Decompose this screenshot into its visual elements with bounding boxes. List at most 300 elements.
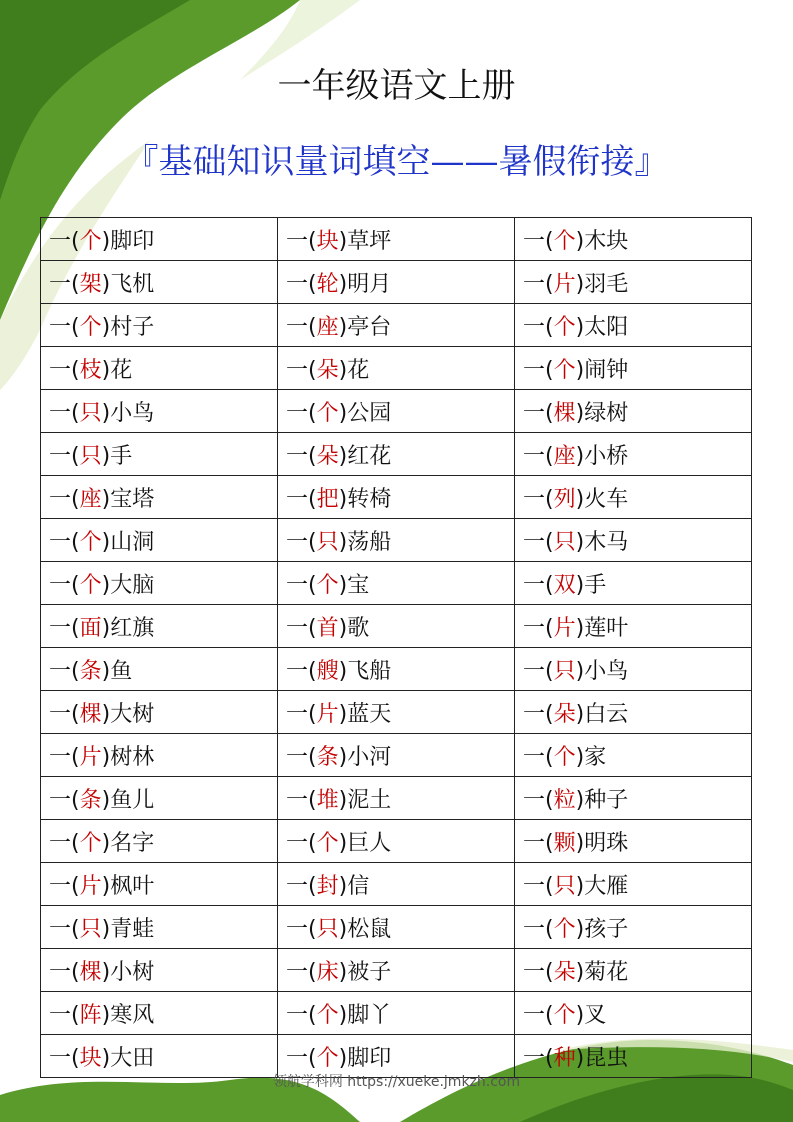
- measure-word: 个: [79, 314, 102, 340]
- table-row: [41, 863, 752, 906]
- measure-word: 个: [553, 357, 576, 383]
- left-paren: (: [308, 271, 317, 297]
- measure-word: 只: [79, 400, 102, 426]
- table-cell: [41, 304, 278, 347]
- noun: 手: [584, 572, 607, 598]
- measure-word: 棵: [553, 400, 576, 426]
- right-paren: ): [575, 400, 585, 426]
- right-paren: ): [575, 486, 585, 512]
- right-paren: ): [338, 486, 348, 512]
- measure-word: 种: [553, 1045, 576, 1071]
- table-cell: [41, 949, 278, 992]
- numeral-one: 一: [49, 1002, 72, 1028]
- left-paren: (: [71, 271, 80, 297]
- numeral-one: 一: [523, 400, 546, 426]
- table-cell: [41, 992, 278, 1035]
- noun: 红花: [347, 443, 392, 469]
- numeral-one: 一: [523, 744, 546, 770]
- numeral-one: 一: [523, 572, 546, 598]
- left-paren: (: [71, 486, 80, 512]
- numeral-one: 一: [523, 1002, 546, 1028]
- noun: 鱼: [110, 658, 133, 684]
- right-paren: ): [101, 830, 111, 856]
- numeral-one: 一: [523, 658, 546, 684]
- left-paren: (: [545, 959, 554, 985]
- numeral-one: 一: [49, 615, 72, 641]
- table-cell: [41, 218, 278, 261]
- numeral-one: 一: [286, 357, 309, 383]
- left-paren: (: [545, 658, 554, 684]
- left-paren: (: [308, 1045, 317, 1071]
- noun: 家: [584, 744, 607, 770]
- right-paren: ): [575, 658, 585, 684]
- numeral-one: 一: [286, 615, 309, 641]
- table-cell: [515, 906, 752, 949]
- measure-word: 朵: [553, 701, 576, 727]
- table-cell: [41, 648, 278, 691]
- table-row: [41, 476, 752, 519]
- noun: 公园: [347, 400, 392, 426]
- numeral-one: 一: [523, 1045, 546, 1071]
- right-paren: ): [101, 959, 111, 985]
- left-paren: (: [545, 357, 554, 383]
- table-row: [41, 734, 752, 777]
- table-row: [41, 949, 752, 992]
- measure-word: 粒: [553, 787, 576, 813]
- table-cell: [515, 648, 752, 691]
- left-paren: (: [545, 443, 554, 469]
- left-paren: (: [71, 959, 80, 985]
- noun: 小鸟: [584, 658, 629, 684]
- left-paren: (: [71, 1002, 80, 1028]
- left-paren: (: [71, 228, 80, 254]
- measure-word: 只: [316, 916, 339, 942]
- left-paren: (: [308, 486, 317, 512]
- table-cell: [515, 734, 752, 777]
- numeral-one: 一: [523, 830, 546, 856]
- noun: 种子: [584, 787, 629, 813]
- left-paren: (: [71, 400, 80, 426]
- table-row: [41, 218, 752, 261]
- table-cell: [278, 476, 515, 519]
- right-paren: ): [338, 357, 348, 383]
- left-paren: (: [308, 314, 317, 340]
- right-paren: ): [338, 572, 348, 598]
- right-paren: ): [101, 1045, 111, 1071]
- right-paren: ): [338, 228, 348, 254]
- table-cell: [278, 433, 515, 476]
- measure-word: 个: [553, 744, 576, 770]
- right-paren: ): [575, 314, 585, 340]
- left-paren: (: [71, 744, 80, 770]
- left-paren: (: [71, 787, 80, 813]
- right-paren: ): [101, 658, 111, 684]
- table-cell: [41, 863, 278, 906]
- right-paren: ): [338, 744, 348, 770]
- noun: 大脑: [110, 572, 155, 598]
- right-paren: ): [101, 916, 111, 942]
- right-paren: ): [338, 787, 348, 813]
- table-cell: [41, 519, 278, 562]
- table-cell: [41, 390, 278, 433]
- table-cell: [515, 261, 752, 304]
- noun: 宝: [347, 572, 370, 598]
- left-paren: (: [545, 1002, 554, 1028]
- measure-word: 个: [316, 1045, 339, 1071]
- noun: 孩子: [584, 916, 629, 942]
- right-paren: ): [575, 357, 585, 383]
- noun: 被子: [347, 959, 392, 985]
- right-paren: ): [101, 615, 111, 641]
- right-paren: ): [101, 1002, 111, 1028]
- noun: 转椅: [347, 486, 392, 512]
- numeral-one: 一: [523, 529, 546, 555]
- numeral-one: 一: [286, 572, 309, 598]
- numeral-one: 一: [523, 271, 546, 297]
- left-paren: (: [71, 701, 80, 727]
- noun: 绿树: [584, 400, 629, 426]
- table-row: [41, 390, 752, 433]
- numeral-one: 一: [523, 959, 546, 985]
- noun: 大雁: [584, 873, 629, 899]
- table-cell: [41, 734, 278, 777]
- left-paren: (: [545, 615, 554, 641]
- left-paren: (: [71, 830, 80, 856]
- table-cell: [515, 390, 752, 433]
- right-paren: ): [575, 1002, 585, 1028]
- table-cell: [278, 906, 515, 949]
- left-paren: (: [308, 357, 317, 383]
- measure-word: 双: [553, 572, 576, 598]
- numeral-one: 一: [286, 443, 309, 469]
- left-paren: (: [545, 830, 554, 856]
- table-cell: [41, 691, 278, 734]
- table-row: [41, 605, 752, 648]
- right-paren: ): [101, 787, 111, 813]
- measure-word: 块: [316, 228, 339, 254]
- noun: 小河: [347, 744, 392, 770]
- measure-word: 个: [79, 529, 102, 555]
- measure-word: 朵: [316, 443, 339, 469]
- right-paren: ): [338, 873, 348, 899]
- left-paren: (: [308, 400, 317, 426]
- numeral-one: 一: [286, 1045, 309, 1071]
- table-cell: [41, 820, 278, 863]
- table-cell: [515, 820, 752, 863]
- left-paren: (: [545, 873, 554, 899]
- right-paren: ): [575, 916, 585, 942]
- table-cell: [278, 820, 515, 863]
- numeral-one: 一: [286, 873, 309, 899]
- right-paren: ): [101, 228, 111, 254]
- measure-word: 个: [553, 916, 576, 942]
- left-paren: (: [71, 357, 80, 383]
- measure-word: 只: [316, 529, 339, 555]
- right-paren: ): [101, 572, 111, 598]
- noun: 松鼠: [347, 916, 392, 942]
- noun: 红旗: [110, 615, 155, 641]
- measure-word: 把: [316, 486, 339, 512]
- numeral-one: 一: [49, 701, 72, 727]
- measure-word: 片: [553, 615, 576, 641]
- numeral-one: 一: [49, 1045, 72, 1071]
- table-cell: [278, 562, 515, 605]
- left-paren: (: [71, 916, 80, 942]
- numeral-one: 一: [286, 744, 309, 770]
- left-paren: (: [71, 314, 80, 340]
- noun: 荡船: [347, 529, 392, 555]
- right-paren: ): [575, 1045, 585, 1071]
- measure-word: 个: [316, 572, 339, 598]
- measure-word: 阵: [79, 1002, 102, 1028]
- left-paren: (: [545, 486, 554, 512]
- numeral-one: 一: [49, 443, 72, 469]
- table-row: [41, 777, 752, 820]
- left-paren: (: [545, 1045, 554, 1071]
- numeral-one: 一: [523, 873, 546, 899]
- left-paren: (: [308, 787, 317, 813]
- right-paren: ): [338, 1045, 348, 1071]
- numeral-one: 一: [49, 357, 72, 383]
- left-paren: (: [308, 1002, 317, 1028]
- right-paren: ): [338, 916, 348, 942]
- left-paren: (: [308, 959, 317, 985]
- measure-word: 座: [79, 486, 102, 512]
- numeral-one: 一: [523, 615, 546, 641]
- right-paren: ): [101, 357, 111, 383]
- left-paren: (: [545, 572, 554, 598]
- table-cell: [278, 734, 515, 777]
- noun: 鱼儿: [110, 787, 155, 813]
- noun: 太阳: [584, 314, 629, 340]
- right-paren: ): [575, 959, 585, 985]
- noun: 脚印: [110, 228, 155, 254]
- numeral-one: 一: [49, 873, 72, 899]
- measure-word: 只: [553, 529, 576, 555]
- left-paren: (: [71, 1045, 80, 1071]
- noun: 宝塔: [110, 486, 155, 512]
- footer-watermark: 领航学科网 https://xueke.jmkzh.com: [272, 1074, 521, 1090]
- right-paren: ): [101, 400, 111, 426]
- numeral-one: 一: [49, 314, 72, 340]
- numeral-one: 一: [49, 529, 72, 555]
- numeral-one: 一: [523, 228, 546, 254]
- right-paren: ): [338, 271, 348, 297]
- noun: 名字: [110, 830, 155, 856]
- measure-word: 片: [79, 744, 102, 770]
- measure-word: 个: [316, 400, 339, 426]
- right-paren: ): [338, 658, 348, 684]
- noun: 草坪: [347, 228, 392, 254]
- numeral-one: 一: [49, 486, 72, 512]
- noun: 小树: [110, 959, 155, 985]
- table-cell: [278, 777, 515, 820]
- table-cell: [41, 562, 278, 605]
- left-paren: (: [71, 572, 80, 598]
- numeral-one: 一: [523, 701, 546, 727]
- noun: 脚丫: [347, 1002, 392, 1028]
- table-cell: [515, 562, 752, 605]
- right-paren: ): [338, 400, 348, 426]
- page-subtitle: 『基础知识量词填空——暑假衔接』: [124, 142, 669, 182]
- numeral-one: 一: [523, 443, 546, 469]
- numeral-one: 一: [523, 486, 546, 512]
- numeral-one: 一: [49, 959, 72, 985]
- table-cell: [515, 863, 752, 906]
- right-paren: ): [575, 744, 585, 770]
- numeral-one: 一: [523, 916, 546, 942]
- table-row: [41, 347, 752, 390]
- numeral-one: 一: [49, 787, 72, 813]
- measure-word: 堆: [316, 787, 339, 813]
- left-paren: (: [545, 271, 554, 297]
- right-paren: ): [101, 271, 111, 297]
- measure-word: 架: [79, 271, 102, 297]
- noun: 闹钟: [584, 357, 629, 383]
- numeral-one: 一: [49, 400, 72, 426]
- table-cell: [278, 605, 515, 648]
- numeral-one: 一: [49, 271, 72, 297]
- right-paren: ): [575, 271, 585, 297]
- left-paren: (: [308, 529, 317, 555]
- measure-word: 封: [316, 873, 339, 899]
- right-paren: ): [338, 959, 348, 985]
- left-paren: (: [71, 529, 80, 555]
- right-paren: ): [575, 615, 585, 641]
- noun: 手: [110, 443, 133, 469]
- table-cell: [515, 476, 752, 519]
- noun: 信: [347, 873, 370, 899]
- left-paren: (: [308, 228, 317, 254]
- measure-word: 条: [316, 744, 339, 770]
- table-cell: [278, 863, 515, 906]
- noun: 大树: [110, 701, 155, 727]
- left-paren: (: [71, 443, 80, 469]
- numeral-one: 一: [286, 959, 309, 985]
- table-cell: [278, 347, 515, 390]
- table-cell: [515, 433, 752, 476]
- measure-word: 棵: [79, 959, 102, 985]
- numeral-one: 一: [49, 572, 72, 598]
- right-paren: ): [101, 314, 111, 340]
- noun: 寒风: [110, 1002, 155, 1028]
- right-paren: ): [338, 830, 348, 856]
- right-paren: ): [338, 701, 348, 727]
- left-paren: (: [71, 873, 80, 899]
- noun: 小鸟: [110, 400, 155, 426]
- measure-word: 片: [316, 701, 339, 727]
- numeral-one: 一: [49, 228, 72, 254]
- numeral-one: 一: [286, 658, 309, 684]
- left-paren: (: [308, 572, 317, 598]
- table-cell: [278, 519, 515, 562]
- numeral-one: 一: [523, 787, 546, 813]
- table-row: [41, 820, 752, 863]
- measure-word: 只: [553, 658, 576, 684]
- noun: 枫叶: [110, 873, 155, 899]
- table-cell: [41, 433, 278, 476]
- left-paren: (: [545, 916, 554, 942]
- noun: 蓝天: [347, 701, 392, 727]
- measure-word: 列: [553, 486, 576, 512]
- table-cell: [515, 992, 752, 1035]
- table-row: [41, 261, 752, 304]
- numeral-one: 一: [286, 1002, 309, 1028]
- noun: 巨人: [347, 830, 392, 856]
- table-cell: [278, 949, 515, 992]
- noun: 明月: [347, 271, 392, 297]
- left-paren: (: [308, 830, 317, 856]
- noun: 火车: [584, 486, 629, 512]
- table-cell: [278, 261, 515, 304]
- right-paren: ): [101, 873, 111, 899]
- noun: 树林: [110, 744, 155, 770]
- noun: 脚印: [347, 1045, 392, 1071]
- noun: 莲叶: [584, 615, 629, 641]
- noun: 飞机: [110, 271, 155, 297]
- measure-word: 只: [553, 873, 576, 899]
- measure-word-table: [40, 217, 752, 1078]
- right-paren: ): [101, 744, 111, 770]
- noun: 花: [347, 357, 370, 383]
- right-paren: ): [101, 529, 111, 555]
- measure-word: 首: [316, 615, 339, 641]
- measure-word: 个: [553, 1002, 576, 1028]
- numeral-one: 一: [49, 830, 72, 856]
- table-row: [41, 519, 752, 562]
- numeral-one: 一: [286, 228, 309, 254]
- table-cell: [515, 304, 752, 347]
- measure-word: 条: [79, 787, 102, 813]
- numeral-one: 一: [286, 400, 309, 426]
- right-paren: ): [575, 529, 585, 555]
- table-cell: [278, 218, 515, 261]
- measure-word: 颗: [553, 830, 576, 856]
- table-row: [41, 562, 752, 605]
- table-cell: [41, 906, 278, 949]
- table-cell: [515, 218, 752, 261]
- table-cell: [41, 605, 278, 648]
- measure-word: 片: [553, 271, 576, 297]
- left-paren: (: [71, 658, 80, 684]
- measure-word: 朵: [316, 357, 339, 383]
- left-paren: (: [308, 744, 317, 770]
- right-paren: ): [575, 701, 585, 727]
- noun: 飞船: [347, 658, 392, 684]
- numeral-one: 一: [286, 787, 309, 813]
- noun: 山洞: [110, 529, 155, 555]
- noun: 昆虫: [584, 1045, 629, 1071]
- noun: 大田: [110, 1045, 155, 1071]
- table-row: [41, 992, 752, 1035]
- right-paren: ): [575, 572, 585, 598]
- left-paren: (: [545, 529, 554, 555]
- numeral-one: 一: [286, 486, 309, 512]
- noun: 木块: [584, 228, 629, 254]
- measure-word: 个: [553, 228, 576, 254]
- table-cell: [515, 605, 752, 648]
- measure-word: 枝: [79, 357, 102, 383]
- right-paren: ): [101, 443, 111, 469]
- left-paren: (: [308, 443, 317, 469]
- right-paren: ): [575, 830, 585, 856]
- noun: 村子: [110, 314, 155, 340]
- measure-word: 个: [316, 830, 339, 856]
- numeral-one: 一: [49, 916, 72, 942]
- noun: 木马: [584, 529, 629, 555]
- measure-word: 轮: [316, 271, 339, 297]
- table-cell: [41, 347, 278, 390]
